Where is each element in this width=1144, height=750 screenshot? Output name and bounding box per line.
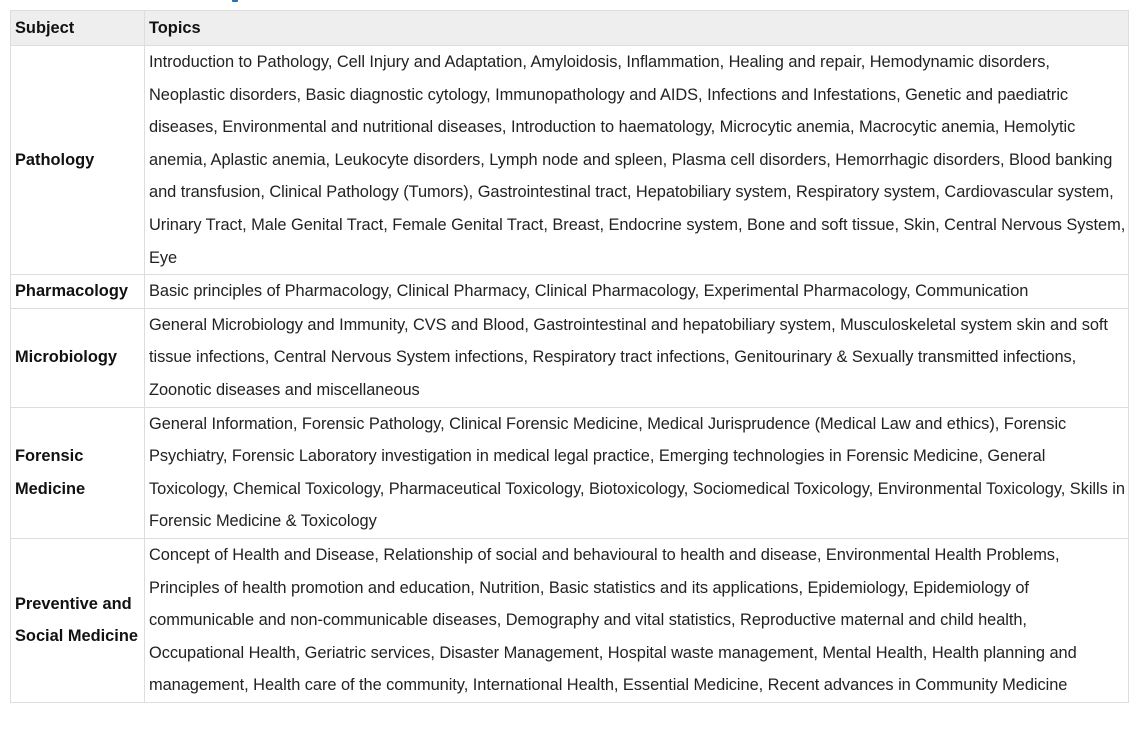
subject-label-line-2: Medicine — [15, 479, 86, 498]
subject-label-line-2: Social Medicine — [15, 627, 138, 646]
subject-cell — [11, 275, 145, 309]
header-topics: Topics — [145, 11, 1129, 46]
subject-label-line-1: Forensic — [15, 447, 84, 466]
table-row-forensic-medicine — [11, 407, 1129, 538]
table-body — [11, 46, 1129, 703]
subject-cell — [11, 308, 145, 407]
table-row-preventive-social-medicine — [11, 538, 1129, 702]
topics-cell: General Information, Forensic Pathology, Clinical Forensic Medicine, Medical Jurisprudence (Medical Law and ethics), Forensic Psychiatry, Forensic Laboratory investigation in medical legal practice, Emerging technologies in Forensic Medicine, General Toxicology, Chemical Toxicology, Pharmaceutical Toxicology, Biotoxicology, Sociomedical Toxicology, Environmental Toxicology, Skills in Forensic Medicine & Toxicology — [145, 407, 1129, 538]
table-row-pathology — [11, 46, 1129, 275]
table-header — [11, 11, 1129, 46]
table-row-microbiology — [11, 308, 1129, 407]
subject-label: Pathology — [15, 150, 95, 169]
subject-label-line-1: Preventive and — [15, 594, 132, 613]
subject-cell — [11, 538, 145, 702]
top-strip — [0, 0, 1144, 10]
table-row-pharmacology — [11, 275, 1129, 309]
subject-cell — [11, 46, 145, 275]
subject-cell — [11, 407, 145, 538]
topics-cell: General Microbiology and Immunity, CVS and Blood, Gastrointestinal and hepatobiliary system, Musculoskeletal system skin and soft tissue infections, Central Nervous System infections, Respiratory tract infections, Genitourinary & Sexually transmitted infections, Zoonotic diseases and miscellaneous — [145, 308, 1129, 407]
header-row — [11, 11, 1129, 46]
subject-label: Pharmacology — [15, 282, 128, 301]
topics-cell: Basic principles of Pharmacology, Clinical Pharmacy, Clinical Pharmacology, Experimental Pharmacology, Communication — [145, 275, 1129, 309]
topics-cell: Introduction to Pathology, Cell Injury and Adaptation, Amyloidosis, Inflammation, Healing and repair, Hemodynamic disorders, Neoplastic disorders, Basic diagnostic cytology, Immunopathology and AIDS, Infections and Infestations, Genetic and paediatric diseases, Environmental and nutritional diseases, Introduction to haematology, Microcytic anemia, Macrocytic anemia, Hemolytic anemia, Aplastic anemia, Leukocyte disorders, Lymph node and spleen, Plasma cell disorders, Hemorrhagic disorders, Blood banking and transfusion, Clinical Pathology (Tumors), Gastrointestinal tract, Hepatobiliary system, Respiratory system, Cardiovascular system, Urinary Tract, Male Genital Tract, Female Genital Tract, Breast, Endocrine system, Bone and soft tissue, Skin, Central Nervous System, Eye — [145, 46, 1129, 275]
topics-cell: Concept of Health and Disease, Relationship of social and behavioural to health and disease, Environmental Health Problems, Principles of health promotion and education, Nutrition, Basic statistics and its applications, Epidemiology, Epidemiology of communicable and non-communicable diseases, Demography and vital statistics, Reproductive maternal and child health, Occupational Health, Geriatric services, Disaster Management, Hospital waste management, Mental Health, Health planning and management, Health care of the community, International Health, Essential Medicine, Recent advances in Community Medicine — [145, 538, 1129, 702]
header-subject: Subject — [11, 11, 145, 46]
cropped-heading-fragment — [232, 0, 238, 2]
syllabus-table — [10, 10, 1129, 703]
subject-label: Microbiology — [15, 348, 117, 367]
